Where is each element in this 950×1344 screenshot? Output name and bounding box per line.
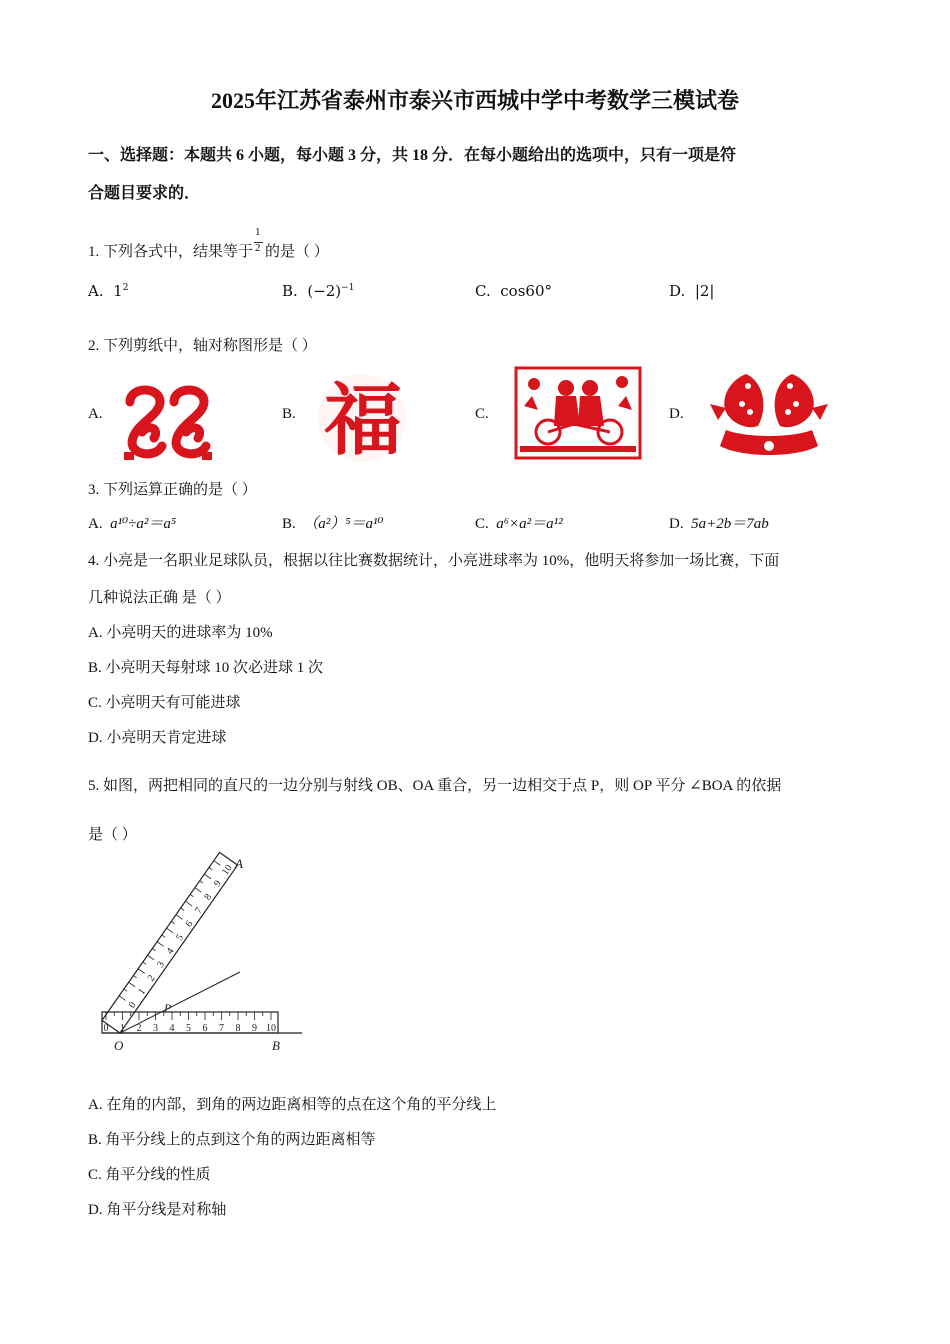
papercut-b-char: 福 (323, 375, 403, 464)
papercut-a-image (120, 380, 216, 464)
ruler-tick (214, 861, 221, 866)
ruler-number: 8 (202, 891, 215, 903)
ruler-tick (133, 976, 136, 978)
ruler-number: 5 (186, 1023, 191, 1034)
ruler-tick (148, 955, 155, 960)
ruler-tick (200, 881, 203, 883)
ruler-number: 6 (202, 1023, 208, 1034)
q4-option-c: C. 小亮明天有可能进球 (88, 695, 241, 711)
ruler-tick (204, 874, 211, 879)
ruler-tick (152, 949, 155, 951)
question-4-line2: 几种说法正确 是（ ） (88, 590, 231, 606)
ruler-tick (143, 962, 146, 964)
q4-option-b: B. 小亮明天每射球 10 次必进球 1 次 (88, 660, 324, 676)
ruler-number: 6 (183, 918, 196, 930)
horizontal-ruler-ticks (104, 1012, 277, 1034)
question-1-stem: 1. 下列各式中，结果等于 $\frac{1}{2}$ 的是（ ） (88, 226, 329, 260)
question-5-line1: 5. 如图，两把相同的直尺的一边分别与射线 OB、OA 重合，另一边相交于点 P，则 OP 平分 ∠BOA 的依据 (88, 778, 782, 794)
ruler-number: 10 (219, 862, 235, 878)
ruler-number: 7 (219, 1023, 224, 1034)
papercut-b-fu-image (316, 372, 410, 464)
ruler-number: 10 (266, 1023, 276, 1034)
q1-option-d: D. |2| (669, 282, 715, 300)
question-5-line2: 是（ ） (88, 827, 137, 843)
ruler-tick (181, 908, 184, 910)
q3-option-c: C. a⁶×a²＝a¹² (475, 516, 563, 532)
q5-option-d: D. 角平分线是对称轴 (88, 1202, 227, 1218)
ruler-tick (176, 915, 183, 920)
ruler-number: 8 (235, 1023, 241, 1034)
ruler-number: 4 (169, 1023, 175, 1034)
ruler-number: 3 (153, 1023, 158, 1034)
section-header-line2: 合题目要求的． (88, 185, 201, 202)
ruler-tick (185, 901, 192, 906)
q5-option-c: C. 角平分线的性质 (88, 1167, 211, 1183)
q3-option-d: D. 5a+2b＝7ab (669, 516, 769, 532)
ruler-tick (162, 935, 165, 937)
ruler-number: 3 (155, 959, 168, 970)
question-2-stem: 2. 下列剪纸中，轴对称图形是（ ） (88, 338, 317, 354)
ruler-tick (209, 867, 212, 869)
section-header-line1: 一、选择题：本题共 6 小题，每小题 3 分，共 18 分．在每小题给出的选项中，只有一项是符 (88, 147, 737, 164)
ruler-number: 1 (136, 986, 149, 997)
question-4-line1: 4. 小亮是一名职业足球队员，根据以往比赛数据统计，小亮进球率为 10%，他明天将参加一场比赛，下面 (88, 553, 780, 569)
page-title: 2025年江苏省泰州市泰兴市西城中学中考数学三模试卷 (210, 88, 739, 113)
q2-option-c-label: C. (475, 406, 489, 422)
papercut-c-bicycle-image (514, 366, 642, 462)
q4-option-d: D. 小亮明天肯定进球 (88, 730, 227, 746)
ruler-number: 4 (164, 946, 177, 957)
ruler-tick (157, 942, 164, 947)
q2-option-d-label: D. (669, 406, 684, 422)
q1-option-c: C. cos60° (475, 282, 552, 300)
q5-option-a: A. 在角的内部，到角的两边距离相等的点在这个角的平分线上 (88, 1097, 497, 1113)
rulers-angle-figure (92, 850, 312, 1060)
q2-option-a-label: A. (88, 406, 103, 422)
label-o: O (114, 1038, 124, 1053)
ruler-number: 0 (126, 1000, 139, 1011)
ruler-number: 1 (120, 1023, 125, 1034)
fraction-one-half: $\frac{1}{2}$ (253, 232, 265, 262)
ruler-tick (129, 982, 136, 987)
ruler-tick (138, 969, 145, 974)
ruler-number: 9 (211, 878, 224, 889)
ruler-tick (119, 996, 126, 1001)
q3-option-a: A. a¹⁰÷a²＝a⁵ (88, 516, 177, 532)
question-3-stem: 3. 下列运算正确的是（ ） (88, 482, 257, 498)
ruler-number: 5 (174, 932, 186, 943)
ruler-number: 0 (103, 1023, 109, 1034)
ruler-number: 2 (136, 1023, 142, 1034)
q3-option-b: B. （a²）⁵＝a¹⁰ (282, 516, 384, 532)
ruler-tick (190, 894, 193, 896)
ruler-tick (171, 921, 174, 923)
ruler-tick (124, 989, 127, 991)
ruler-number: 2 (145, 973, 158, 984)
label-a: A (235, 856, 243, 871)
ruler-number: 9 (252, 1023, 257, 1034)
q5-option-b: B. 角平分线上的点到这个角的两边距离相等 (88, 1132, 376, 1148)
q1-option-a: A. $1^2$ (88, 282, 129, 300)
label-b: B (272, 1038, 280, 1053)
q4-option-a: A. 小亮明天的进球率为 10% (88, 625, 273, 641)
q2-option-b-label: B. (282, 406, 296, 422)
papercut-d-fish-image (706, 368, 832, 460)
label-p: P (164, 1001, 172, 1015)
ruler-number: 7 (193, 905, 205, 916)
q1-option-b: B. $(-2)^{-1}$ (282, 282, 355, 300)
ruler-tick (167, 928, 174, 933)
ruler-tick (195, 888, 202, 893)
